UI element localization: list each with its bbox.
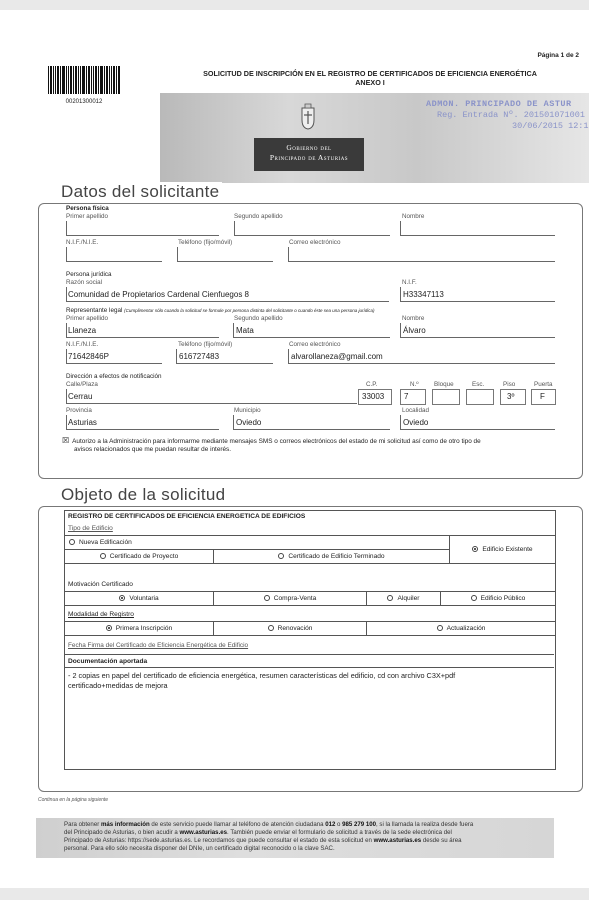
pj-nif-label: N.I.F. (402, 279, 417, 286)
municipio-value: Oviedo (236, 418, 262, 427)
divider (64, 654, 554, 655)
representante-heading-text: Representante legal (66, 307, 123, 314)
cert-proyecto-label: Certificado de Proyecto (109, 553, 179, 560)
motivacion-table (64, 591, 556, 606)
rl-segundo-apellido-label: Segundo apellido (234, 315, 283, 322)
actualizacion-radio[interactable] (437, 625, 443, 631)
gobierno-logo (254, 138, 364, 171)
rl-telefono-label: Teléfono (fijo/móvil) (178, 341, 233, 348)
alquiler-label: Alquiler (397, 595, 420, 602)
autorizo-block (62, 437, 562, 454)
representante-note: (Cumplimentar sólo cuando la solicitud se formule por persona distinta del solicitante o cuando éste sea una persona jurídica) (124, 308, 375, 313)
pf-telefono-label: Teléfono (fijo/móvil) (178, 239, 233, 246)
modalidad-table (64, 621, 556, 636)
cert-terminado-label: Certificado de Edificio Terminado (288, 553, 385, 560)
footer-line2: del Principado de Asturias, o bien acudir a www.asturias.es. También puede enviar el formulario de solicitud a través de la sede electrónica del (64, 829, 452, 836)
compra-venta-cell[interactable] (214, 592, 367, 606)
rl-primer-apellido-label: Primer apellido (66, 315, 108, 322)
autorizo-text-line1: Autorizo a la Administración para informarme mediante mensajes SMS o correos electrónicos del estado de mi solicitud así como de otro tipo de (72, 438, 481, 445)
footer-info (36, 818, 554, 858)
form-page (0, 10, 589, 888)
calle-field[interactable] (66, 389, 357, 404)
provincia-label: Provincia (66, 407, 92, 414)
esc-label: Esc. (472, 381, 485, 388)
edificio-existente-cell[interactable] (449, 536, 555, 564)
bloque-label: Bloque (434, 381, 454, 388)
puerta-label: Puerta (534, 381, 553, 388)
asturias-link[interactable]: www.asturias.es (179, 829, 228, 836)
alquiler-radio[interactable] (387, 595, 393, 601)
footer-line1: Para obtener más información de este servicio puede llamar al teléfono de atención ciudadana 012 o 985 279 100, si la llamada la realiza desde fuera (64, 821, 474, 828)
rl-segundo-apellido-value: Mata (236, 326, 254, 335)
numero-value: 7 (404, 392, 409, 401)
objeto-title: Objeto de la solicitud (58, 485, 228, 505)
cp-label: C.P. (366, 381, 378, 388)
rl-correo-label: Correo electrónico (289, 341, 341, 348)
edificio-existente-radio[interactable] (472, 546, 478, 552)
calle-value: Cerrau (68, 392, 93, 401)
rl-segundo-apellido-field[interactable] (233, 323, 390, 338)
nueva-edificacion-radio[interactable] (69, 539, 75, 545)
pf-nif-label: N.I.F./N.I.E. (66, 239, 99, 246)
nueva-edificacion-cell[interactable] (65, 536, 450, 550)
esc-field[interactable] (466, 389, 494, 405)
stamp-line1: ADMON. PRINCIPADO DE ASTUR (426, 99, 572, 109)
divider (64, 667, 554, 668)
edificio-publico-label: Edificio Público (480, 595, 526, 602)
pf-primer-apellido-field[interactable] (66, 221, 219, 236)
rl-telefono-value: 616727483 (179, 352, 220, 361)
barcode-number: 00201300012 (65, 99, 103, 105)
primera-inscripcion-label: Primera Inscripción (115, 625, 173, 632)
barcode-icon (48, 66, 120, 94)
pf-nombre-field[interactable] (400, 221, 555, 236)
provincia-value: Asturias (68, 418, 97, 427)
stamp-line3: 30/06/2015 12:1 (512, 121, 589, 131)
voluntaria-label: Voluntaria (129, 595, 159, 602)
cp-value: 33003 (362, 392, 385, 401)
pf-primer-apellido-label: Primer apellido (66, 213, 108, 220)
persona-juridica-heading: Persona jurídica (66, 271, 112, 278)
footer-line3: Principado de Asturias: https://sede.asturias.es. Le recordamos que puede consultar el estado de esta solicitud en www.asturias.es desde su área (64, 837, 462, 844)
pj-nif-value: H33347113 (403, 290, 444, 299)
edificio-publico-radio[interactable] (471, 595, 477, 601)
tipo-edificio-table (64, 535, 556, 564)
pf-telefono-field[interactable] (177, 247, 273, 262)
rl-nombre-label: Nombre (402, 315, 425, 322)
piso-value: 3º (507, 392, 515, 401)
calle-label: Calle/Plaza (66, 381, 98, 388)
pf-nif-field[interactable] (66, 247, 162, 262)
pf-correo-field[interactable] (288, 247, 555, 262)
documentacion-text[interactable] (68, 671, 455, 691)
autorizo-text-line2: avisos relacionados que me puedan resultar de interés. (74, 446, 232, 453)
rl-correo-value: alvarollaneza@gmail.com (291, 352, 383, 361)
alquiler-cell[interactable] (367, 592, 441, 606)
razon-social-label: Razón social (66, 279, 103, 286)
modalidad-label: Modalidad de Registro (68, 611, 134, 618)
form-title-line1: SOLICITUD DE INSCRIPCIÓN EN EL REGISTRO DE CERTIFICADOS DE EFICIENCIA ENERGÉTICA (203, 69, 537, 78)
form-title-line2: ANEXO I (355, 78, 385, 87)
cert-proyecto-cell[interactable] (65, 550, 214, 564)
gov-line2: Principado de Asturias (269, 153, 349, 162)
asturias-link[interactable]: www.asturias.es (373, 837, 422, 844)
direccion-heading: Dirección a efectos de notificación (66, 373, 162, 380)
documentacion-label: Documentación aportada (68, 658, 148, 665)
actualizacion-label: Actualización (446, 625, 486, 632)
gov-line1: Gobierno del (286, 143, 332, 152)
pf-correo-label: Correo electrónico (289, 239, 341, 246)
localidad-label: Localidad (402, 407, 429, 414)
motivacion-label: Motivación Certificado (68, 581, 133, 588)
localidad-value: Oviedo (403, 418, 429, 427)
barcode (48, 66, 120, 105)
cert-proyecto-radio[interactable] (100, 553, 106, 559)
tipo-edificio-label: Tipo de Edificio (68, 525, 113, 532)
renovacion-radio[interactable] (268, 625, 274, 631)
razon-social-value: Comunidad de Propietarios Cardenal Cienfuegos 8 (68, 290, 249, 299)
registro-title: REGISTRO DE CERTIFICADOS DE EFICIENCIA ENERGETICA DE EDIFICIOS (68, 513, 306, 520)
rl-nif-value: 71642846P (68, 352, 109, 361)
fecha-firma-label: Fecha Firma del Certificado de Eficiencia Energética de Edificio (68, 642, 249, 649)
pf-segundo-apellido-field[interactable] (234, 221, 390, 236)
page-number: Página 1 de 2 (537, 52, 579, 59)
compra-venta-radio[interactable] (264, 595, 270, 601)
renovacion-label: Renovación (277, 625, 313, 632)
autorizo-checkbox[interactable]: ☒ (62, 436, 70, 445)
voluntaria-cell[interactable] (65, 592, 214, 606)
nueva-edificacion-label: Nueva Edificación (79, 539, 132, 546)
cert-terminado-radio[interactable] (278, 553, 284, 559)
voluntaria-radio[interactable] (119, 595, 125, 601)
pf-nombre-label: Nombre (402, 213, 425, 220)
edificio-existente-label: Edificio Existente (482, 546, 533, 553)
representante-heading (66, 307, 375, 314)
primera-inscripcion-cell[interactable] (65, 622, 214, 636)
bloque-field[interactable] (432, 389, 460, 405)
numero-label: N.º (410, 381, 419, 388)
renovacion-cell[interactable] (214, 622, 367, 636)
cert-terminado-cell[interactable] (214, 550, 450, 564)
continua-note: Continua en la página siguiente (38, 797, 109, 803)
form-title (160, 69, 580, 87)
compra-venta-label: Compra-Venta (273, 595, 317, 602)
rl-nombre-value: Álvaro (403, 326, 426, 335)
municipio-label: Municipio (234, 407, 261, 414)
rl-nif-label: N.I.F./N.I.E. (66, 341, 99, 348)
rl-primer-apellido-value: Llaneza (68, 326, 97, 335)
documentacion-line1: - 2 copias en papel del certificado de eficiencia energética, resumen características del edificio, cd con archivo C3X+pdf (68, 671, 456, 680)
edificio-publico-cell[interactable] (440, 592, 555, 606)
persona-fisica-heading: Persona física (66, 205, 109, 212)
piso-label: Piso (503, 381, 516, 388)
solicitante-title: Datos del solicitante (58, 182, 222, 202)
pf-segundo-apellido-label: Segundo apellido (234, 213, 283, 220)
puerta-value: F (540, 392, 545, 401)
documentacion-line2: certificado+medidas de mejora (68, 681, 168, 690)
footer-line4: personal. Para ello sólo necesita disponer del DNIe, un certificado digital reconocido o la clave SAC. (64, 845, 335, 852)
actualizacion-cell[interactable] (367, 622, 556, 636)
stamp-line2: Reg. Entrada Nº. 201501071001 (437, 110, 585, 120)
coat-of-arms-icon (300, 102, 316, 130)
primera-inscripcion-radio[interactable] (106, 625, 112, 631)
